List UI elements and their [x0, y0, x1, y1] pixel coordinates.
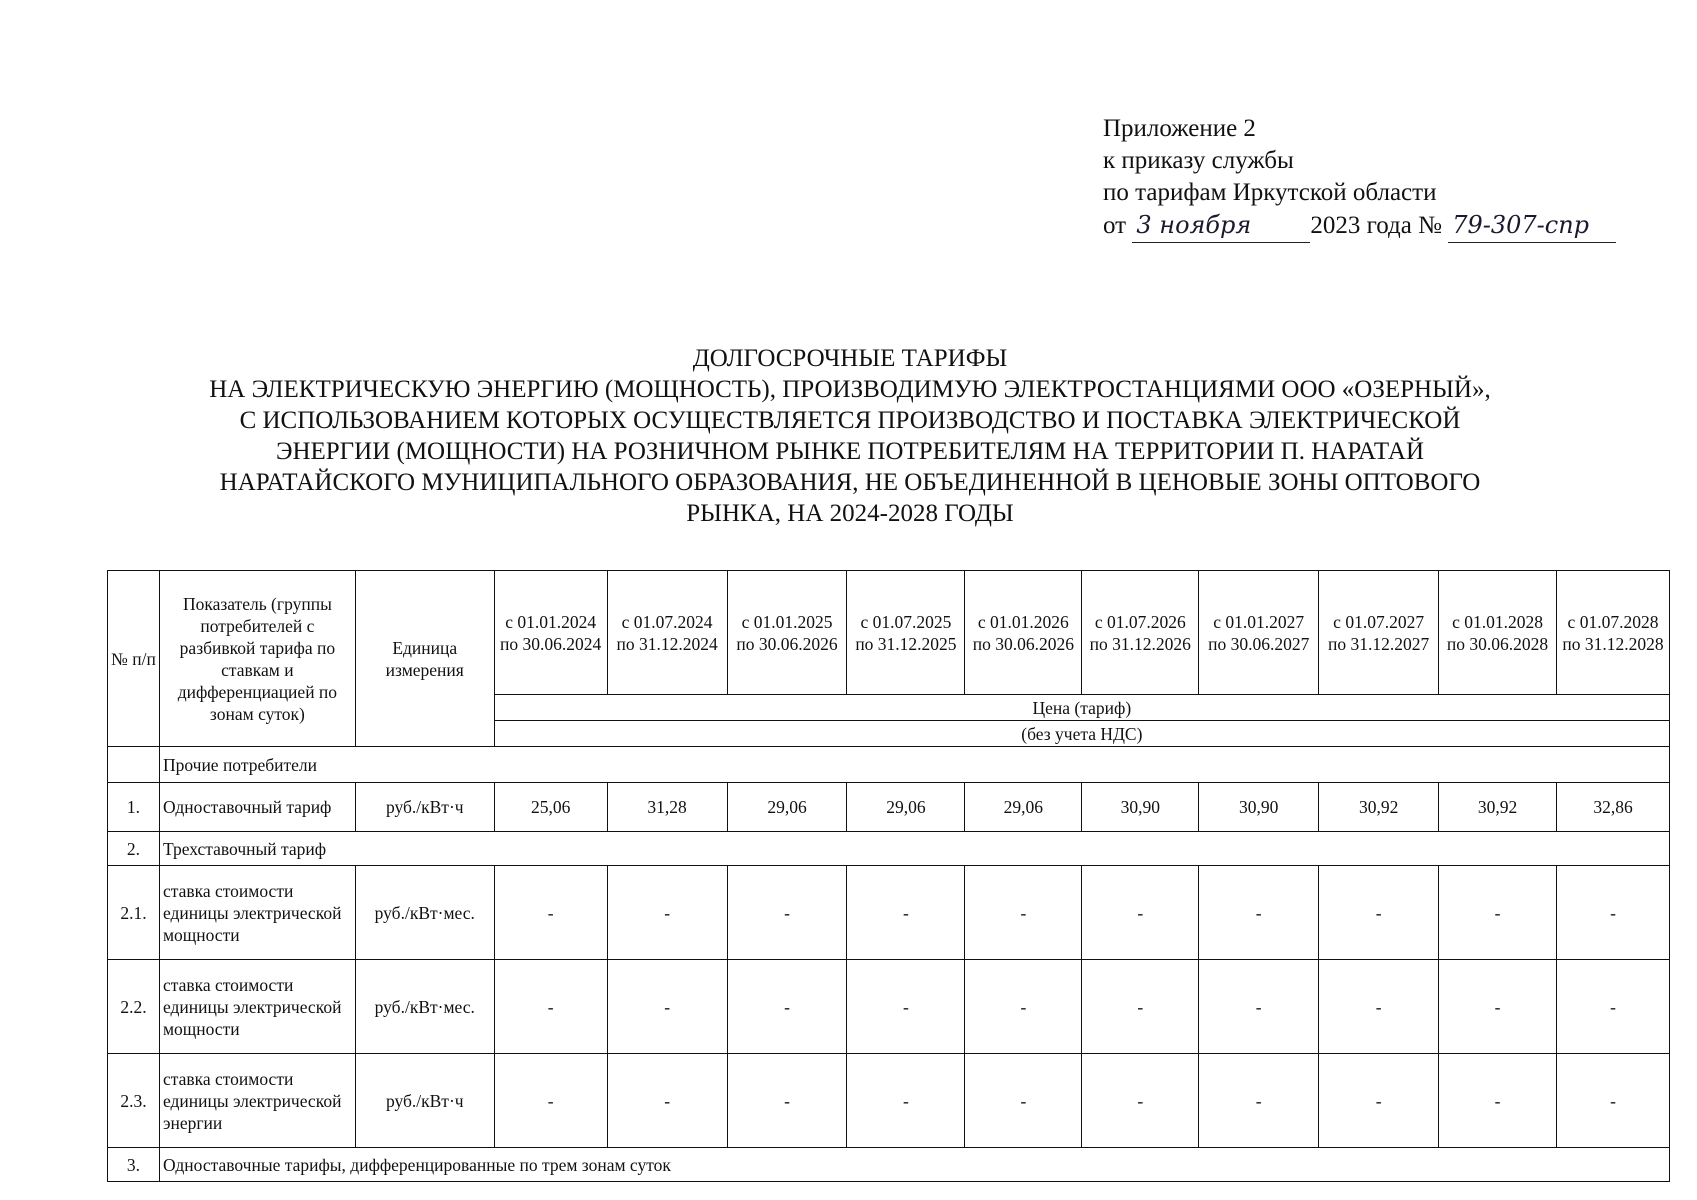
row-value: - — [1557, 960, 1670, 1054]
section-label: Трехставочный тариф — [159, 832, 1669, 866]
row-indicator: ставка стоимости единицы электрической мощности — [159, 960, 355, 1054]
appendix-line-2: к приказу службы — [1103, 147, 1294, 174]
row-unit: руб./кВт·ч — [355, 1054, 494, 1148]
row-value: - — [1439, 1054, 1557, 1148]
header-num: № п/п — [108, 571, 160, 747]
row-value: 31,28 — [607, 783, 727, 832]
row-value: - — [847, 1054, 965, 1148]
row-value: - — [1439, 960, 1557, 1054]
row-value: - — [727, 866, 847, 960]
table-row — [108, 960, 1670, 1054]
row-value: - — [1319, 866, 1439, 960]
row-value: - — [847, 960, 965, 1054]
title-line-3: С ИСПОЛЬЗОВАНИЕМ КОТОРЫХ ОСУЩЕСТВЛЯЕТСЯ ПРОИЗВОДСТВО И ПОСТАВКА ЭЛЕКТРИЧЕСКОЙ — [239, 407, 1461, 434]
row-num: 2.2. — [108, 960, 160, 1054]
row-value: - — [965, 960, 1082, 1054]
row-value: - — [727, 1054, 847, 1148]
row-unit: руб./кВт·ч — [355, 783, 494, 832]
header-unit: Единица измерения — [355, 571, 494, 747]
row-value: - — [847, 866, 965, 960]
appendix-block — [1103, 113, 1616, 243]
row-value: - — [607, 1054, 727, 1148]
row-value: - — [1557, 866, 1670, 960]
title-line-5: НАРАТАЙСКОГО МУНИЦИПАЛЬНОГО ОБРАЗОВАНИЯ, НЕ ОБЪЕДИНЕННОЙ В ЦЕНОВЫЕ ЗОНЫ ОПТОВОГО — [219, 469, 1481, 496]
row-value: - — [1082, 1054, 1199, 1148]
row-value: - — [1199, 866, 1319, 960]
row-value: - — [607, 960, 727, 1054]
tariff-table — [107, 570, 1670, 1182]
row-value: - — [1319, 960, 1439, 1054]
order-prefix: от — [1103, 212, 1127, 239]
order-year-text: 2023 года № — [1310, 212, 1442, 239]
row-value: - — [1319, 1054, 1439, 1148]
header-row-periods — [108, 571, 1670, 695]
order-number-handwritten: 79-307-спр — [1452, 211, 1590, 239]
section-row — [108, 832, 1670, 866]
row-indicator: Одноставочный тариф — [159, 783, 355, 832]
row-value: - — [494, 866, 607, 960]
header-period-7: с 01.01.2027 по 30.06.2027 — [1199, 571, 1319, 695]
title-line-2: НА ЭЛЕКТРИЧЕСКУЮ ЭНЕРГИЮ (МОЩНОСТЬ), ПРОИЗВОДИМУЮ ЭЛЕКТРОСТАНЦИЯМИ ООО «ОЗЕРНЫЙ», — [209, 376, 1491, 403]
row-value: - — [1082, 960, 1199, 1054]
row-value: 29,06 — [847, 783, 965, 832]
row-value: - — [727, 960, 847, 1054]
row-num: 2.1. — [108, 866, 160, 960]
appendix-line-1: Приложение 2 — [1103, 115, 1256, 142]
header-period-6: с 01.07.2026 по 31.12.2026 — [1082, 571, 1199, 695]
header-period-5: с 01.01.2026 по 30.06.2026 — [965, 571, 1082, 695]
row-value: - — [1557, 1054, 1670, 1148]
header-period-10: с 01.07.2028 по 31.12.2028 — [1557, 571, 1670, 695]
header-indicator: Показатель (группы потребителей с разбивкой тарифа по ставкам и дифференциацией по зонам суток) — [159, 571, 355, 747]
row-value: - — [1082, 866, 1199, 960]
row-value: - — [1199, 960, 1319, 1054]
appendix-line-3: по тарифам Иркутской области — [1103, 179, 1437, 206]
row-value: - — [494, 960, 607, 1054]
section-num-empty — [108, 747, 160, 783]
title-line-6: РЫНКА, НА 2024-2028 ГОДЫ — [686, 500, 1014, 527]
row-value: - — [607, 866, 727, 960]
row-unit: руб./кВт·мес. — [355, 866, 494, 960]
order-number-field — [1448, 209, 1616, 243]
row-value: 25,06 — [494, 783, 607, 832]
row-indicator: ставка стоимости единицы электрической мощности — [159, 866, 355, 960]
row-value: 30,92 — [1319, 783, 1439, 832]
row-value: - — [1439, 866, 1557, 960]
row-value: 30,90 — [1082, 783, 1199, 832]
header-vat-label: (без учета НДС) — [494, 721, 1669, 747]
header-period-2: с 01.07.2024 по 31.12.2024 — [607, 571, 727, 695]
row-num: 3. — [108, 1148, 160, 1182]
row-value: 30,90 — [1199, 783, 1319, 832]
section-label: Одноставочные тарифы, дифференцированные по трем зонам суток — [159, 1148, 1669, 1182]
header-period-4: с 01.07.2025 по 31.12.2025 — [847, 571, 965, 695]
order-date-field — [1132, 209, 1310, 243]
row-indicator: ставка стоимости единицы электрической энергии — [159, 1054, 355, 1148]
appendix-line-4 — [1103, 209, 1616, 243]
document-title — [100, 343, 1600, 529]
row-value: 30,92 — [1439, 783, 1557, 832]
title-line-4: ЭНЕРГИИ (МОЩНОСТИ) НА РОЗНИЧНОМ РЫНКЕ ПОТРЕБИТЕЛЯМ НА ТЕРРИТОРИИ П. НАРАТАЙ — [275, 438, 1425, 465]
header-period-1: с 01.01.2024 по 30.06.2024 — [494, 571, 607, 695]
section-row-other — [108, 747, 1670, 783]
title-line-1: ДОЛГОСРОЧНЫЕ ТАРИФЫ — [692, 345, 1008, 372]
table-row — [108, 783, 1670, 832]
row-value: - — [965, 866, 1082, 960]
table-row — [108, 866, 1670, 960]
row-num: 2. — [108, 832, 160, 866]
header-period-9: с 01.01.2028 по 30.06.2028 — [1439, 571, 1557, 695]
section-row — [108, 1148, 1670, 1182]
row-value: 32,86 — [1557, 783, 1670, 832]
header-period-3: с 01.01.2025 по 30.06.2026 — [727, 571, 847, 695]
row-num: 1. — [108, 783, 160, 832]
row-value: - — [965, 1054, 1082, 1148]
row-value: 29,06 — [727, 783, 847, 832]
section-other-consumers: Прочие потребители — [159, 747, 1669, 783]
row-value: 29,06 — [965, 783, 1082, 832]
order-date-handwritten: 3 ноября — [1136, 211, 1252, 239]
row-value: - — [494, 1054, 607, 1148]
header-period-8: с 01.07.2027 по 31.12.2027 — [1319, 571, 1439, 695]
row-value: - — [1199, 1054, 1319, 1148]
row-num: 2.3. — [108, 1054, 160, 1148]
row-unit: руб./кВт·мес. — [355, 960, 494, 1054]
header-price-label: Цена (тариф) — [494, 695, 1669, 721]
table-row — [108, 1054, 1670, 1148]
